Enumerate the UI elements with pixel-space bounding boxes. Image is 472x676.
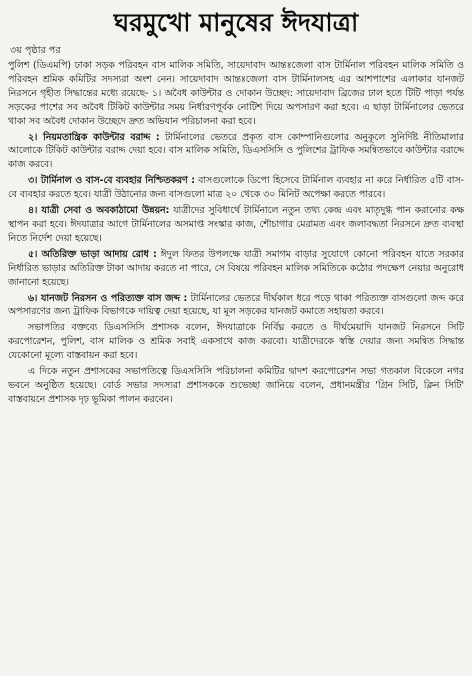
article-paragraph-1: [8, 59, 464, 129]
continued-from-label: ৩য় পৃষ্ঠার পর: [10, 45, 61, 56]
article-body: [8, 59, 464, 407]
paragraph-lead: ৩। টার্মিনাল ও বাস-বে ব্যবহার নিশ্চিতকরণ :: [28, 175, 195, 187]
paragraph-text: যাত্রীদের সুবিধার্থে টার্মিনালে নতুন তথ্য কেন্দ্র এবং মাতৃদুগ্ধ পান করানোর কক্ষ স্থাপন করা হবে। ঈদযাত্রার আগে টার্মিনালের অসমাপ্ত সংস্কার কাজ, শৌচাগার মেরামত এবং জলাবদ্ধতা নিরসনে দ্রুত ব্যবস্থা নিতে নির্দেশ দেয়া হয়েছে।: [8, 205, 464, 244]
headline: ঘরমুখো মানুষের ঈদযাত্রা: [113, 8, 359, 37]
article-paragraph-4: [8, 204, 464, 246]
paragraph-text: সভাপতির বক্তব্যে ডিএসসিসি প্রশাসক বলেন, ঈদযাত্রাকে নির্বিঘ্ন করতে ও দীর্ঘমেয়াদি যানজট নিরসনে সিটি করপোরেশন, পুলিশ, বাস মালিক ও শ্রমিক সবাই একসাথে কাজ করবো। যাত্রীদেরকে স্বস্তি দেয়ার জন্য সমন্বিত সিদ্ধান্ত যেকোনো মূল্যে বাস্তবায়ন করা হবে।: [8, 322, 464, 362]
article-paragraph-2: [8, 131, 464, 173]
paragraph-lead: ৬। যানজট নিরসন ও পরিত্যক্ত বাস জব্দ :: [28, 292, 188, 304]
paragraph-text: বাসগুলোকে ডিপো হিসেবে টার্মিনাল ব্যবহার না করে নির্ধারিত ৫টি বাস-বে ব্যবহার করতে হবে। যাত্রী উঠানোর জন্য বাসগুলো মাত্র ২০ থেকে ৩০ মিনিট অপেক্ষা করতে পারবে।: [8, 175, 464, 201]
paragraph-text: পুলিশ (ডিএমপি) ঢাকা সড়ক পরিবহন বাস মালিক সমিতি, সায়েদাবাদ আন্তঃজেলা বাস টার্মিনাল পরিবহন মালিক সমিতি ও পরিবহন শ্রমিক কমিটির সদস্যরা অংশ নেন। সায়েদাবাদ আন্তঃজেলা বাস টার্মিনালসহ এর আশপাশের এলাকার যানজট নিরসনে গৃহীত সিদ্ধান্তের মধ্যে রয়েছে- ১। অবৈধ কাউন্টার ও দোকান উচ্ছেদ: সায়েদাবাদ ব্রিজের ঢাল হতে টিটি পাড়া পর্যন্ত সড়কের পাশের সব অবৈধ টিকিট কাউন্টার সময় নির্ধারণপূর্বক নোটিশ দিয়ে অপসারণ করা হবে। এ ছাড়া টার্মিনালের ভেতরে থাকা সব অবৈধ দোকান উচ্ছেদে দ্রুত অভিযান পরিচালনা করা হবে।: [8, 60, 464, 127]
article-paragraph-8: [8, 365, 464, 407]
paragraph-text: টার্মিনালের ভেতরে প্রকৃত বাস কোম্পানিগুলোর অনুকূলে সুনির্দিষ্ট নীতিমালার আলোকে টিকিট কাউন্টার বরাদ্দ দেয়া হবে। বাস মালিক সমিতি, ডিএসসিসি ও পুলিশের ট্রাফিক সমন্বিতভাবে কাউন্টার বরাদ্দে কাজ করবে।: [8, 131, 464, 171]
paragraph-lead: ৪। যাত্রী সেবা ও অবকাঠামো উন্নয়ন:: [28, 205, 170, 217]
paragraph-text: টার্মিনালের ভেতরে দীর্ঘকাল ধরে পড়ে থাকা পরিত্যক্ত বাসগুলো জব্দ করে অপসারণের জন্য ট্রাফিক বিভাগকে দায়িত্ব দেয়া হয়েছে, যা মূল সড়কের যানজট কমাতে সহায়তা করবে।: [8, 292, 464, 318]
paragraph-text: ঈদুল ফিতর উপলক্ষে যাত্রী সমাগম বাড়ার সুযোগে কোনো পরিবহন যাতে সরকার নির্ধারিত ভাড়ার অতিরিক্ত টাকা আদায় করতে না পারে, সে বিষয়ে পরিবহন মালিক সমিতিকে কঠোর পদক্ষেপ নেয়ার অনুরোধ জানানো হয়েছে।: [8, 248, 464, 288]
article-paragraph-5: [8, 248, 464, 290]
paragraph-lead: ৫। অতিরিক্ত ভাড়া আদায় রোধ :: [28, 248, 157, 260]
article-paragraph-7: [8, 321, 464, 363]
paragraph-lead: ২। নিয়মতান্ত্রিক কাউন্টার বরাদ্দ :: [28, 131, 160, 143]
article-paragraph-3: [8, 174, 464, 202]
paragraph-text: এ দিকে নতুন প্রশাসকের সভাপতিত্বে ডিএসসিসি পরিচালনা কমিটির দ্বাদশ করপোরেশন সভা গতকাল বিকেলে নগর ভবনে অনুষ্ঠিত হয়েছে। বোর্ড সভার সদস্যরা প্রশাসককে শুভেচ্ছা জানিয়ে বলেন, প্রধানমন্ত্রীর 'গ্রিন সিটি, ক্লিন সিটি' বাস্তবায়নে প্রশাসক দৃঢ় ভূমিকা পালন করবেন।: [8, 366, 464, 405]
article-paragraph-6: [8, 292, 464, 320]
